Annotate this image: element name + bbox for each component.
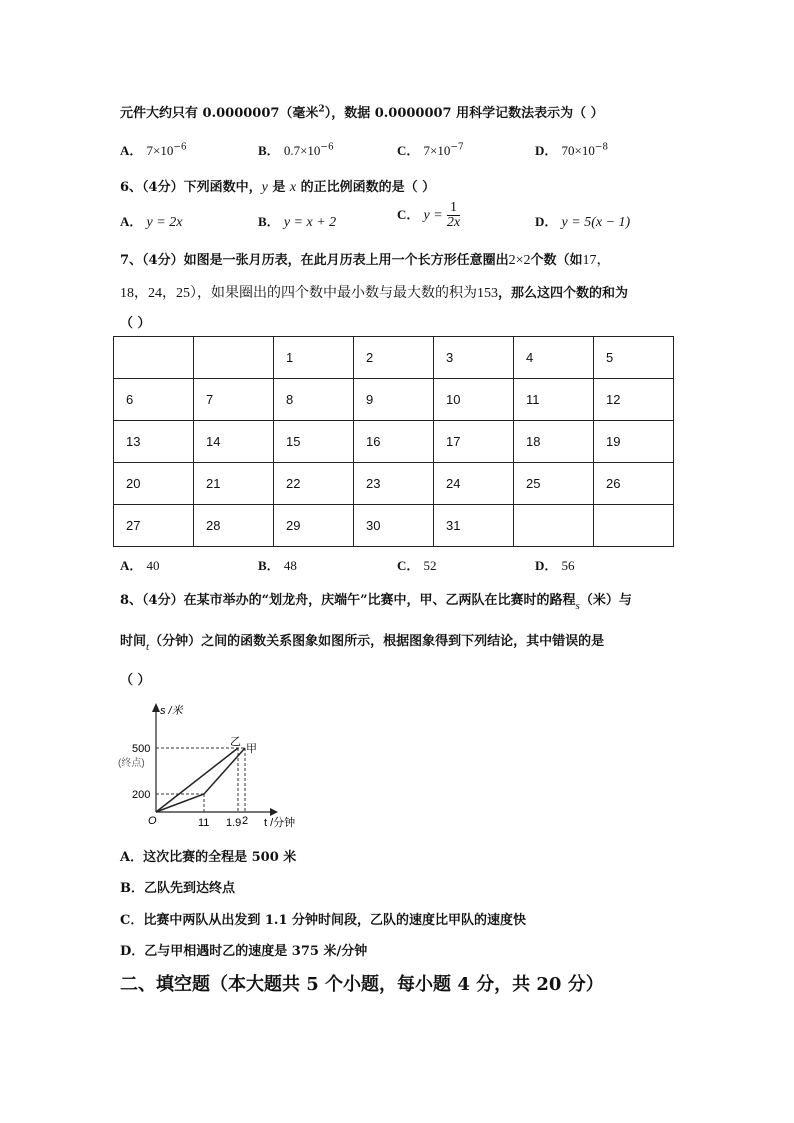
calendar-cell: 22: [274, 463, 354, 505]
q8-stem-line3: （ ）: [120, 673, 151, 688]
fraction-numerator: 1: [447, 201, 460, 216]
table-row: [114, 421, 674, 463]
y-tick-200: 200: [132, 789, 151, 801]
origin-label: O: [148, 815, 157, 827]
option-letter: B．: [258, 143, 280, 158]
option-value: 52: [423, 558, 437, 573]
calendar-cell: 21: [194, 463, 274, 505]
label-yi: 乙: [230, 736, 241, 748]
x-axis-label: t /分钟: [264, 817, 296, 829]
calendar-cell: 13: [114, 421, 194, 463]
y-axis-label: s /米: [160, 705, 183, 717]
q8-option-c[interactable]: [120, 909, 526, 928]
q7-line1-math: 2×2: [508, 253, 531, 268]
option-base: 7×10: [423, 143, 451, 158]
option-exp: −8: [594, 142, 609, 153]
calendar-cell: 11: [514, 379, 594, 421]
q8-stem-line1: [120, 589, 632, 612]
q5-stem-text: 元件大约只有 0.0000007（毫米: [120, 106, 319, 121]
calendar-cell: [114, 337, 194, 379]
y-note-finish: (终点): [118, 758, 145, 769]
option-letter: B．: [120, 881, 144, 896]
calendar-cell: [514, 505, 594, 547]
q6-var-y: y: [261, 180, 268, 195]
q7-line1-b: 个数（如: [530, 253, 583, 268]
q8-option-d[interactable]: [120, 940, 367, 959]
y-tick-500: 500: [132, 743, 151, 755]
option-lhs: y =: [423, 208, 443, 223]
q8-option-a[interactable]: [120, 846, 296, 865]
q5-stem-text2: ），数据 0.0000007 用科学记数法表示为（ ）: [324, 106, 604, 121]
q6-stem-a: 6、（4分）下列函数中，: [120, 180, 262, 195]
series-jia-line: [156, 748, 238, 812]
calendar-cell: 20: [114, 463, 194, 505]
calendar-cell: 24: [434, 463, 514, 505]
q8-line2-a: 时间: [120, 634, 147, 649]
calendar-cell: 1: [274, 337, 354, 379]
table-row: [114, 505, 674, 547]
x-tick-2: 2: [242, 815, 249, 827]
calendar-cell: 5: [594, 337, 674, 379]
q7-option-a[interactable]: [120, 555, 160, 574]
calendar-cell: 14: [194, 421, 274, 463]
option-exp: −7: [450, 142, 464, 153]
calendar-cell: 15: [274, 421, 354, 463]
calendar-cell: 25: [514, 463, 594, 505]
calendar-cell: 23: [354, 463, 434, 505]
q7-stem-line3: （ ）: [120, 316, 151, 331]
q6-option-c[interactable]: [397, 201, 460, 230]
calendar-cell: [594, 505, 674, 547]
q6-stem-c: 的正比例函数的是（ ）: [296, 180, 436, 195]
label-jia: 甲: [246, 743, 257, 755]
option-value: 48: [283, 558, 297, 573]
q8-option-b[interactable]: [120, 877, 235, 896]
q8-var-s: s: [575, 600, 580, 612]
calendar-cell: 12: [594, 379, 674, 421]
calendar-cell: 10: [434, 379, 514, 421]
q7-line1-a: 7、（4分）如图是一张月历表，在此月历表上用一个长方形任意圈出: [120, 253, 509, 268]
calendar-cell: 6: [114, 379, 194, 421]
q6-var-x: x: [289, 180, 297, 195]
option-letter: C．: [397, 143, 420, 158]
q7-line2-a: 18，24，25），如果圈出的四个数中最小数与最大数的积为: [120, 286, 477, 301]
q5-option-c[interactable]: [397, 140, 464, 159]
q5-option-d[interactable]: [535, 140, 608, 159]
calendar-cell: 2: [354, 337, 434, 379]
calendar-cell: 9: [354, 379, 434, 421]
calendar-table: [113, 336, 674, 547]
option-fraction: [447, 201, 460, 230]
option-expr: y = 5(x − 1): [561, 215, 631, 230]
calendar-cell: 16: [354, 421, 434, 463]
option-letter: D．: [535, 143, 558, 158]
option-letter: D．: [120, 944, 145, 959]
q8-var-t: t: [146, 641, 150, 653]
option-base: 70×10: [561, 143, 595, 158]
option-letter: A．: [120, 214, 143, 229]
x-axis-arrow: [270, 808, 278, 816]
option-base: 0.7×10: [283, 143, 321, 158]
q6-option-b[interactable]: [258, 211, 336, 231]
calendar-cell: 28: [194, 505, 274, 547]
option-letter: D．: [535, 214, 558, 229]
calendar-cell: 26: [594, 463, 674, 505]
option-base: 7×10: [146, 143, 174, 158]
q8-line2-b: （分钟）之间的函数关系图象如图所示，根据图象得到下列结论，其中错误的是: [149, 634, 605, 649]
calendar-cell: 18: [514, 421, 594, 463]
q7-stem-line1: [120, 249, 611, 269]
q6-option-d[interactable]: [535, 211, 630, 231]
calendar-cell: 27: [114, 505, 194, 547]
q7-option-c[interactable]: [397, 555, 437, 574]
q5-option-b[interactable]: [258, 140, 334, 159]
option-exp: −6: [173, 142, 187, 153]
calendar-cell: [194, 337, 274, 379]
x-tick-19: 1.9: [226, 817, 242, 829]
table-row: [114, 337, 674, 379]
y-axis-arrow: [152, 703, 160, 712]
option-letter: C．: [397, 207, 420, 222]
calendar-cell: 3: [434, 337, 514, 379]
calendar-cell: 31: [434, 505, 514, 547]
calendar-cell: 19: [594, 421, 674, 463]
option-letter: A．: [120, 850, 144, 865]
q7-option-b[interactable]: [258, 555, 297, 574]
option-text: 乙队先到达终点: [144, 881, 236, 896]
option-letter: C．: [397, 558, 420, 573]
q8-line1-a: 8、（4分）在某市举办的“划龙舟，庆端午”比赛中，甲、乙两队在比赛时的路程: [120, 593, 576, 608]
option-expr: y = 2x: [146, 215, 183, 230]
calendar-cell: 7: [194, 379, 274, 421]
table-row: [114, 463, 674, 505]
q6-stem-b: 是: [267, 180, 290, 195]
calendar-cell: 8: [274, 379, 354, 421]
fraction-denominator: 2x: [446, 215, 461, 230]
q5-option-a[interactable]: [120, 140, 187, 159]
calendar-cell: 17: [434, 421, 514, 463]
option-text: 这次比赛的全程是 500 米: [143, 850, 297, 865]
q7-line2-b: ，那么这四个数的和为: [498, 286, 629, 301]
race-graph: [112, 700, 322, 832]
q5-stem: [120, 102, 604, 121]
q7-option-d[interactable]: [535, 555, 575, 574]
option-letter: A．: [120, 143, 143, 158]
option-letter: C．: [120, 913, 144, 928]
option-letter: D．: [535, 558, 558, 573]
calendar-cell: 30: [354, 505, 434, 547]
option-text: 乙与甲相遇时乙的速度是 375 米/分钟: [144, 944, 368, 959]
q8-stem-line2: [120, 630, 604, 653]
x-tick-11: 11: [198, 817, 210, 829]
calendar-cell: 4: [514, 337, 594, 379]
q8-line1-b: （米）与: [579, 593, 632, 608]
option-text: 比赛中两队从出发到 1.1 分钟时间段，乙队的速度比甲队的速度快: [143, 913, 527, 928]
table-row: [114, 379, 674, 421]
section-title: 二、填空题（本大题共 5 个小题，每小题 4 分，共 20 分）: [120, 974, 604, 995]
option-value: 40: [146, 558, 160, 573]
calendar-cell: 29: [274, 505, 354, 547]
q6-stem: [120, 176, 435, 196]
option-value: 56: [561, 558, 575, 573]
option-exp: −6: [320, 142, 334, 153]
option-expr: y = x + 2: [283, 215, 337, 230]
option-letter: B．: [258, 558, 280, 573]
option-letter: B．: [258, 214, 280, 229]
q5-stem-exp: 2: [318, 104, 325, 115]
q7-line1-c: 17，: [582, 253, 611, 268]
q7-line2-math: 153: [477, 286, 498, 301]
q6-option-a[interactable]: [120, 211, 182, 231]
option-letter: A．: [120, 558, 143, 573]
q7-stem-line2: [120, 282, 628, 302]
